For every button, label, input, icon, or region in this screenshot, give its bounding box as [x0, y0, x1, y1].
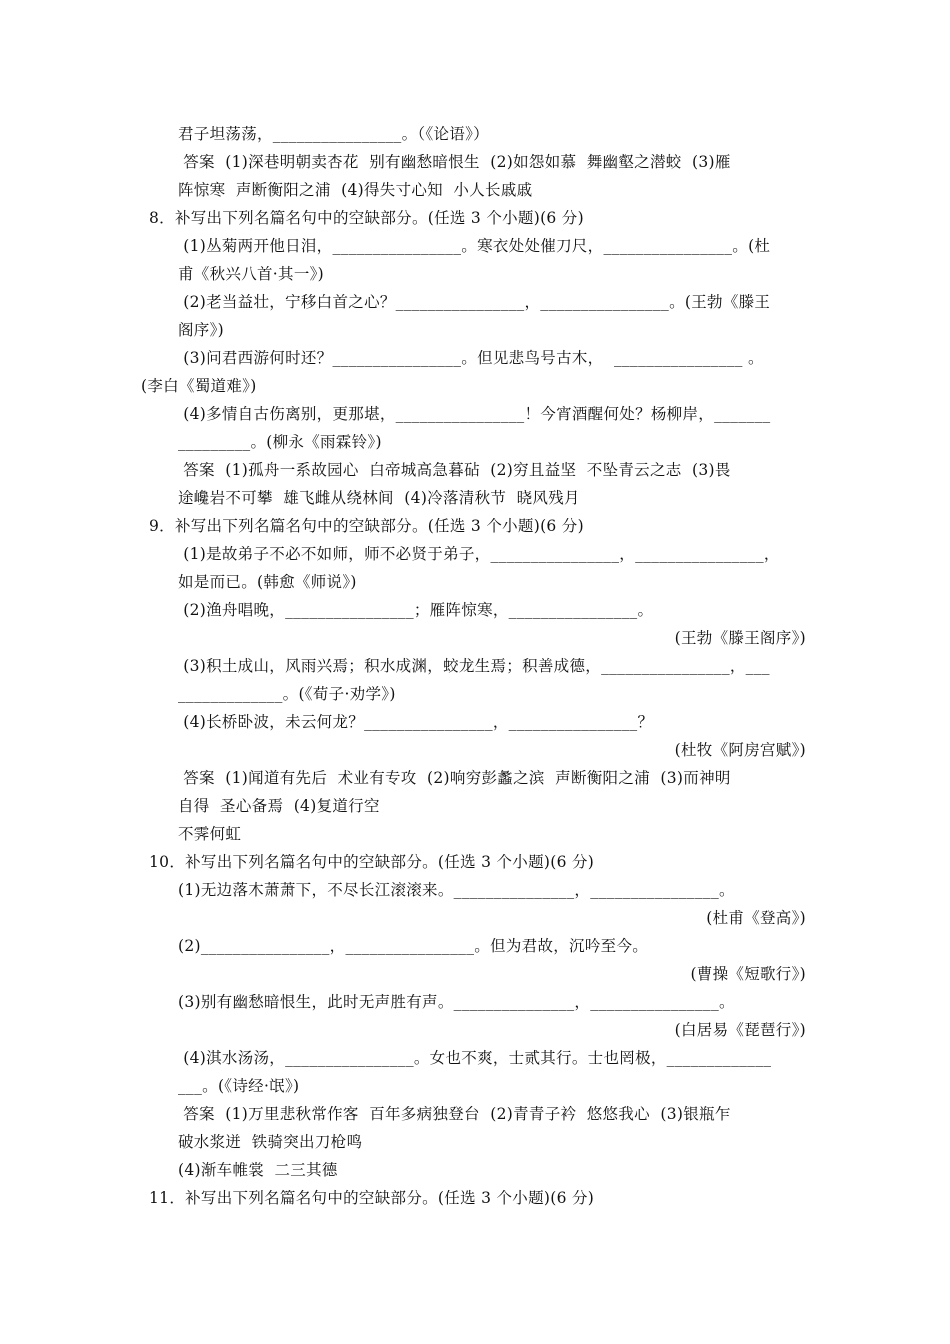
answer-line: 自得 圣心备焉 (4)复道行空: [178, 797, 380, 815]
question-heading: 9．补写出下列名篇名句中的空缺部分。(任选 3 个小题)(6 分): [149, 517, 584, 535]
source-citation: (白居易《琵琶行》): [674, 1021, 806, 1039]
answer-line: (4)渐车帷裳 二三其德: [178, 1161, 338, 1179]
text-line: (2)老当益壮，宁移白首之心？________________，________________。(王勃《滕王: [178, 293, 771, 311]
text-line: (1)丛菊两开他日泪，________________。寒衣处处催刀尺，________________。(杜: [178, 237, 771, 255]
answer-line: 破水浆迸 铁骑突出刀枪鸣: [178, 1133, 363, 1151]
answer-line: 答案 (1)孤舟一系故园心 白帝城高急暮砧 (2)穷且益坚 不坠青云之志 (3)畏: [178, 461, 731, 479]
question-heading: 10．补写出下列名篇名句中的空缺部分。(任选 3 个小题)(6 分): [149, 853, 595, 871]
text-line: (3)积土成山，风雨兴焉；积水成渊，蛟龙生焉；积善成德，________________，___: [178, 657, 770, 675]
text-line: (2)渔舟唱晚，________________；雁阵惊寒，________________。: [178, 601, 654, 619]
source-citation: (杜甫《登高》): [706, 909, 806, 927]
text-line: (4)长桥卧波，未云何龙？________________，________________？: [178, 713, 654, 731]
question-heading: 11．补写出下列名篇名句中的空缺部分。(任选 3 个小题)(6 分): [149, 1189, 595, 1207]
answer-line: 答案 (1)万里悲秋常作客 百年多病独登台 (2)青青子衿 悠悠我心 (3)银瓶乍: [178, 1105, 731, 1123]
text-line: (4)多情自古伤离别，更那堪，________________！今宵酒醒何处？杨柳岸，_______: [178, 405, 771, 423]
text-line: 甫《秋兴八首·其一》): [178, 265, 325, 283]
source-citation: (曹操《短歌行》): [690, 965, 806, 983]
text-line: _____________。(《荀子·劝学》): [178, 685, 396, 703]
answer-line: 途巉岩不可攀 雄飞雌从绕林间 (4)冷落清秋节 晓风残月: [178, 489, 580, 507]
answer-line: 不霁何虹: [178, 825, 242, 843]
text-line: (4)淇水汤汤，________________。女也不爽，士贰其行。士也罔极，_____________: [178, 1049, 772, 1067]
text-line: (3)问君西游何时还？________________。但见悲鸟号古木， ________________ 。: [178, 349, 764, 367]
text-line: 阁序》): [178, 321, 224, 339]
text-line: (2)________________，________________。但为君故，沉吟至今。: [178, 937, 649, 955]
question-heading: 8．补写出下列名篇名句中的空缺部分。(任选 3 个小题)(6 分): [149, 209, 584, 227]
text-line: (1)无边落木萧萧下，不尽长江滚滚来。_______________，________________。: [178, 881, 735, 899]
text-line: (1)是故弟子不必不如师，师不必贤于弟子，________________，________________，: [178, 545, 780, 563]
text-line: 如是而已。(韩愈《师说》): [178, 573, 357, 591]
text-line: 君子坦荡荡，________________。（《论语》）: [178, 125, 489, 143]
answer-line: 阵惊寒 声断衡阳之浦 (4)得失寸心知 小人长戚戚: [178, 181, 533, 199]
source-citation: (王勃《滕王阁序》): [674, 629, 806, 647]
answer-line: 答案 (1)深巷明朝卖杏花 别有幽愁暗恨生 (2)如怨如慕 舞幽壑之潜蛟 (3)雁: [178, 153, 731, 171]
text-line: (3)别有幽愁暗恨生，此时无声胜有声。_______________，________________。: [178, 993, 735, 1011]
answer-line: 答案 (1)闻道有先后 术业有专攻 (2)响穷彭蠡之滨 声断衡阳之浦 (3)而神明: [178, 769, 731, 787]
text-line: ___。(《诗经·氓》): [178, 1077, 300, 1095]
text-line: (李白《蜀道难》): [141, 377, 257, 395]
text-line: _________。(柳永《雨霖铃》): [178, 433, 382, 451]
source-citation: (杜牧《阿房宫赋》): [674, 741, 806, 759]
